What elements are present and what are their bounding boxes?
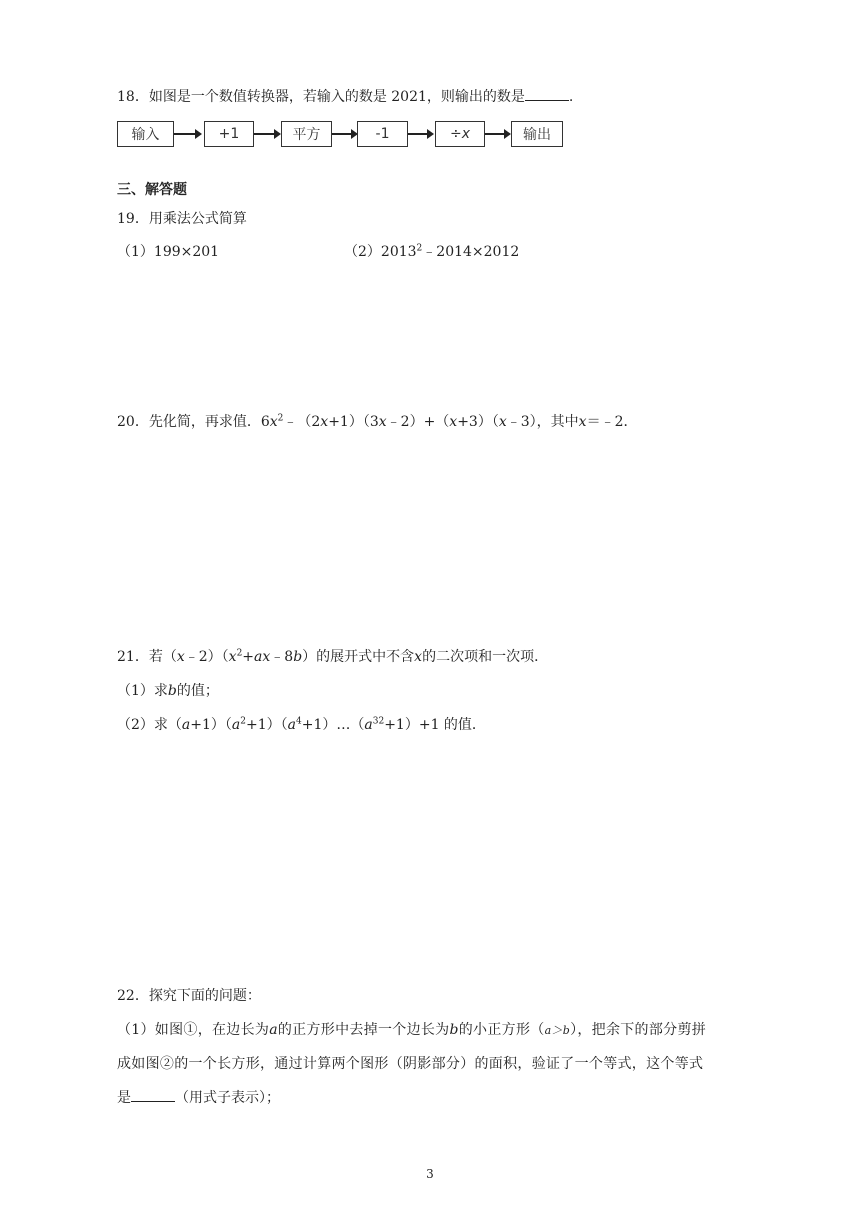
section-heading: 三、解答题 (117, 182, 187, 198)
flow-box-divide-x: ÷x (435, 121, 485, 147)
answer-blank (525, 86, 569, 101)
answer-blank (131, 1087, 175, 1102)
q21-text: 21．若$(x﹣2)(x^2+ax﹣8b)$的展开式中不含x的二次项和一次项． (117, 648, 549, 665)
flow-box-minus-one: -1 (357, 121, 408, 147)
flow-box-input: 输入 (117, 121, 174, 147)
q22-line1: （1）如图①，在边长为a的正方形中去掉一个边长为b的小正方形（a＞b），把余下的部分剪拼 (117, 1022, 707, 1038)
arrow-icon (332, 133, 352, 135)
page-number: 3 (426, 1167, 434, 1181)
q21-part1: （1）求b的值； (117, 683, 219, 699)
flow-box-plus-one: +1 (204, 121, 254, 147)
q19-title: 19．用乘法公式简算 (117, 211, 247, 227)
q19-part1: （1）199×201 (117, 244, 220, 260)
q19-part2: $(2)2013^2﹣2014\times 2012$ (344, 243, 520, 260)
arrow-icon (254, 133, 275, 135)
arrow-icon (485, 133, 505, 135)
arrow-icon (408, 133, 428, 135)
q22-line3: 是 （用式子表示）； (117, 1087, 280, 1108)
flow-box-output: 输出 (511, 121, 563, 147)
q21-part2: （2）求$(a+1)(a^2+1)(a^4+1)\dots(a^{32}+1)+1$ 的值． (117, 716, 486, 733)
q18-text: 18．如图是一个数值转换器，若输入的数是 2021，则输出的数是 . (117, 86, 573, 107)
q22-line2: 成如图②的一个长方形，通过计算两个图形（阴影部分）的面积，验证了一个等式，这个等式 (117, 1056, 704, 1072)
arrow-icon (174, 133, 196, 135)
flow-box-square: 平方 (281, 121, 332, 147)
q20-text: 20．先化简，再求值．$6x^2﹣(2x+1)(3x﹣2)+(x+3)(x﹣3)$，其中x＝﹣2． (117, 413, 638, 430)
q22-title: 22．探究下面的问题： (117, 988, 261, 1004)
